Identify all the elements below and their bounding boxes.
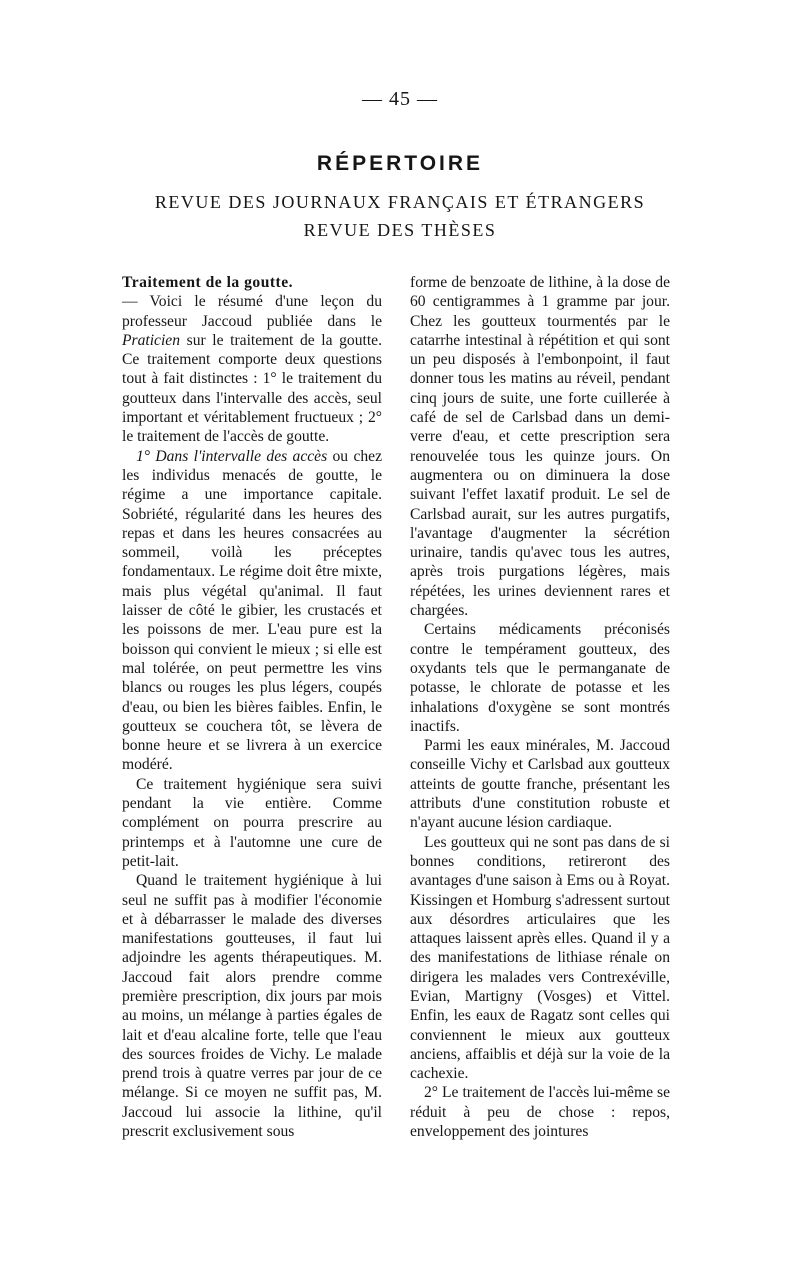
page-title: RÉPERTOIRE xyxy=(316,152,484,175)
paragraph: Quand le traitement hygiénique à lui seul ne suffit pas à modifier l'économie et à débarrasser le malade des diverses manifestations goutteuses, il faut lui adjoindre les agents thérapeutiques. M. Jaccoud fait alors prendre comme première prescription, dix jours par mois au moins, un mélange à parties égales de lait et d'eau alcaline forte, telle que l'eau des sources froides de Vichy. Le malade prend trois à quatre verres par jour de ce mélange. Si ce moyen ne suffit pas, M. Jaccoud lui associe la lithine, qu'il prescrit exclusivement sous xyxy=(122,872,382,1141)
section-subtitle-journals: REVUE DES JOURNAUX FRANÇAIS ET ÉTRANGERS xyxy=(154,192,646,212)
text-column-right xyxy=(410,273,670,1141)
paragraph xyxy=(122,273,382,447)
journal-title: Praticien xyxy=(122,331,181,349)
page-number: — 45 — xyxy=(362,88,438,110)
paragraph xyxy=(122,447,382,775)
paragraph: Ce traitement hygiénique sera suivi pendant la vie entière. Comme complément on pourra prescrire au printemps et à l'automne une cure de petit-lait. xyxy=(122,775,382,870)
paragraph-text: ou chez les individus menacés de goutte, le régime a une importance capitale. Sobriété, régularité dans les heures des repas et dans les heures consacrées au sommeil, voilà les préceptes fondamentaux. Le régime doit être mixte, mais plus végétal qu'animal. Il faut laisser de côté le gibier, les crustacés et les poissons de mer. L'eau pure est la boisson qui convient le mieux ; si elle est mal tolérée, on peut permettre les vins blancs ou rouges les plus légers, coupés d'eau, ou bien les bières faibles. Enfin, le goutteux se couchera tôt, se lèvera de bonne heure et se livrera à un exercice modéré. xyxy=(122,447,383,774)
section-subtitle-theses: REVUE DES THÈSES xyxy=(303,220,497,240)
subsection-lead: 1° Dans l'intervalle des accès xyxy=(136,447,328,465)
paragraph-text: — Voici le résumé d'une leçon du professeur Jaccoud publiée dans le xyxy=(122,293,382,330)
paragraph: Certains médicaments préconisés contre le tempérament goutteux, des oxydants tels que le permanganate de potasse, le chlorate de potasse et les inhalations d'oxygène se sont montrés inactifs. xyxy=(410,621,670,735)
paragraph: Les goutteux qui ne sont pas dans de si bonnes conditions, retireront des avantages d'une saison à Ems ou à Royat. Kissingen et Homburg s'adressent surtout aux désordres articulaires que les attaques laissent après elles. Quand il y a des manifestations de lithiase rénale on dirigera les malades vers Contrexéville, Evian, Martigny (Vosges) et Vittel. Enfin, les eaux de Ragatz sont celles qui conviennent le mieux aux goutteux anciens, affaiblis et déjà sur la voie de la cachexie. xyxy=(410,833,670,1083)
text-column-left xyxy=(122,273,382,1141)
article-heading: Traitement de la goutte. xyxy=(122,274,294,291)
paragraph-text: sur le traitement de la goutte. Ce traitement comporte deux questions tout à fait distinctes : 1° le traitement du goutteux dans l'intervalle des accès, seul important et véritablement fructueux ; 2° le traitement de l'accès de goutte. xyxy=(122,331,382,446)
paragraph: 2° Le traitement de l'accès lui-même se réduit à peu de chose : repos, enveloppement des jointures xyxy=(410,1084,670,1141)
paragraph: Parmi les eaux minérales, M. Jaccoud conseille Vichy et Carlsbad aux goutteux atteints de goutte franche, présentant les attributs d'une constitution robuste et n'ayant aucune lésion cardiaque. xyxy=(410,737,670,832)
paragraph: forme de benzoate de lithine, à la dose de 60 centigrammes à 1 gramme par jour. Chez les goutteux tourmentés par le catarrhe intestinal à répétition et qui sont un peu disposés à l'embonpoint, il faut donner tous les matins au réveil, pendant cinq jours de suite, une forte cuillerée à café de sel de Carlsbad dans un demi-verre d'eau, et cette prescription sera renouvelée tous les quinze jours. On augmentera ou on diminuera la dose suivant l'effet laxatif produit. Le sel de Carlsbad aurait, sur les autres purgatifs, l'avantage d'augmenter la sécrétion urinaire, tandis qu'avec tous les autres, après trois purgations légères, mais répétées, les urines deviennent rares et chargées. xyxy=(410,274,670,620)
